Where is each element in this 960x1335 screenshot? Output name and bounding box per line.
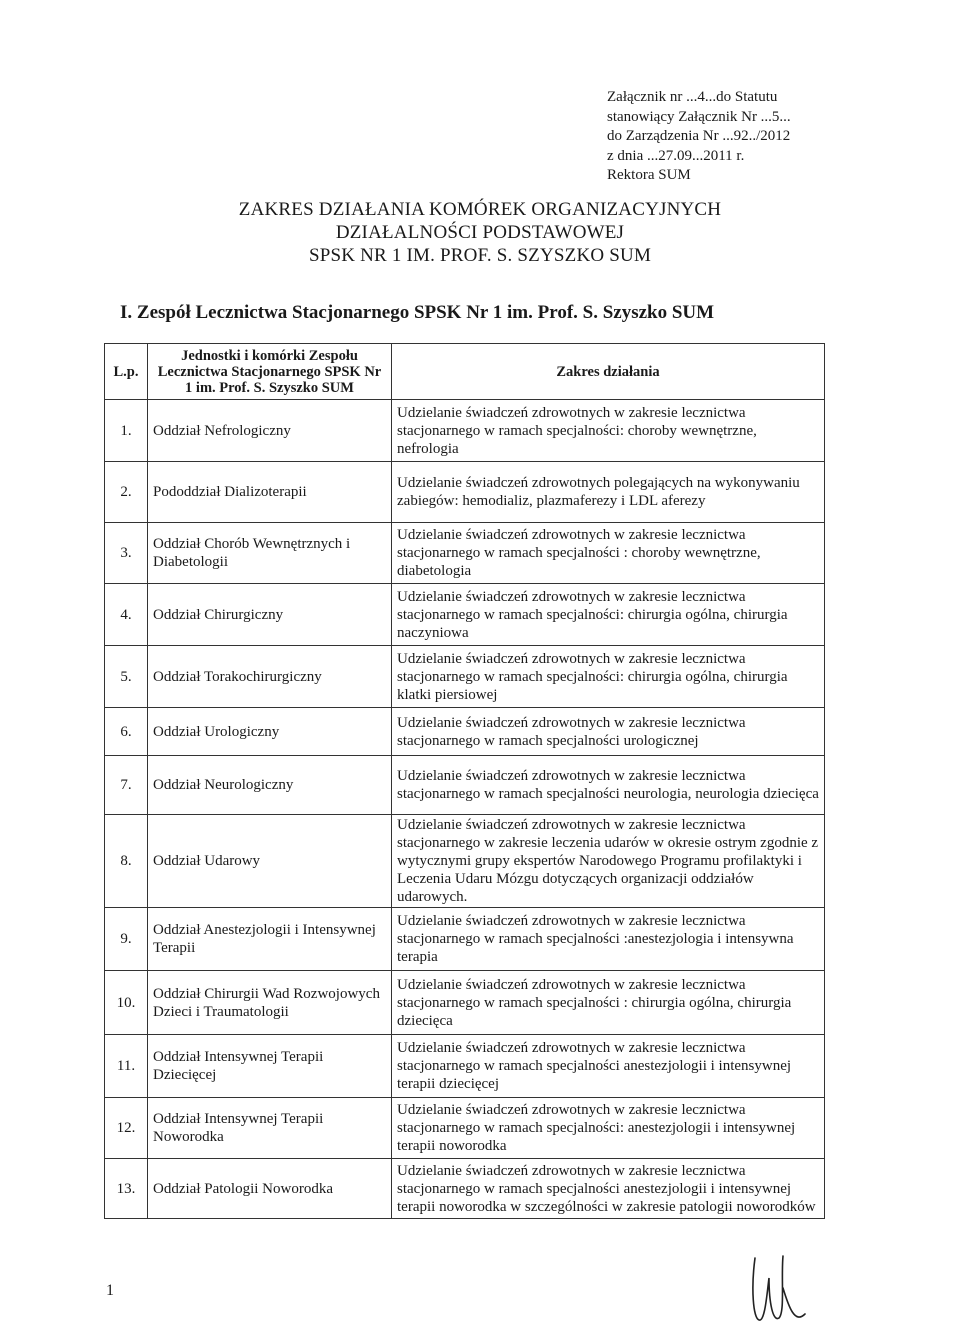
unit-scope: Udzielanie świadczeń zdrowotnych w zakresie lecznictwa stacjonarnego w ramach specjalności: chirurgia ogólna, chirurgia klatki piersiowej xyxy=(392,646,825,708)
row-number: 2. xyxy=(105,462,148,523)
table-row xyxy=(105,1159,825,1219)
header-lp: L.p. xyxy=(105,344,148,400)
unit-scope: Udzielanie świadczeń zdrowotnych w zakresie lecznictwa stacjonarnego w ramach specjalności urologicznej xyxy=(392,708,825,756)
unit-name: Oddział Intensywnej Terapii Noworodka xyxy=(148,1098,392,1159)
header-unit: Jednostki i komórki Zespołu Lecznictwa Stacjonarnego SPSK Nr 1 im. Prof. S. Szyszko SUM xyxy=(148,344,392,400)
annex-note xyxy=(607,88,867,186)
unit-name: Oddział Neurologiczny xyxy=(148,756,392,815)
unit-name: Oddział Torakochirurgiczny xyxy=(148,646,392,708)
table-row xyxy=(105,523,825,584)
row-number: 7. xyxy=(105,756,148,815)
unit-name: Oddział Anestezjologii i Intensywnej Terapii xyxy=(148,908,392,971)
unit-name: Oddział Intensywnej Terapii Dziecięcej xyxy=(148,1035,392,1098)
unit-name: Oddział Chirurgii Wad Rozwojowych Dzieci i Traumatologii xyxy=(148,971,392,1035)
annex-line-2: stanowiący Załącznik Nr ...5... xyxy=(607,108,791,125)
unit-scope: Udzielanie świadczeń zdrowotnych w zakresie lecznictwa stacjonarnego w ramach specjalności: chirurgia ogólna, chirurgia naczyniowa xyxy=(392,584,825,646)
unit-name: Oddział Urologiczny xyxy=(148,708,392,756)
annex-line-5: Rektora SUM xyxy=(607,167,691,183)
unit-name: Oddział Chorób Wewnętrznych i Diabetologii xyxy=(148,523,392,584)
table-row xyxy=(105,756,825,815)
row-number: 4. xyxy=(105,584,148,646)
unit-scope: Udzielanie świadczeń zdrowotnych w zakresie lecznictwa stacjonarnego w zakresie leczenia udarów w okresie ostrym zgodnie z wytycznymi grupy ekspertów Narodowego Programu profilaktyki i Leczenia Udaru Mózgu dotyczących organizacji oddziałów udarowych. xyxy=(392,815,825,908)
unit-scope: Udzielanie świadczeń zdrowotnych w zakresie lecznictwa stacjonarnego w ramach specjalności :anestezjologia i intensywna terapia xyxy=(392,908,825,971)
table-header-row xyxy=(105,344,825,400)
table-row xyxy=(105,646,825,708)
title-line-2: DZIAŁALNOŚCI PODSTAWOWEJ xyxy=(335,222,625,243)
unit-scope: Udzielanie świadczeń zdrowotnych w zakresie lecznictwa stacjonarnego w ramach specjalności anestezjologii i intensywnej terapii dziecięcej xyxy=(392,1035,825,1098)
unit-name: Oddział Patologii Noworodka xyxy=(148,1159,392,1219)
header-scope: Zakres działania xyxy=(392,344,825,400)
row-number: 12. xyxy=(105,1098,148,1159)
table-row xyxy=(105,400,825,462)
row-number: 13. xyxy=(105,1159,148,1219)
row-number: 8. xyxy=(105,815,148,908)
title-line-1: ZAKRES DZIAŁANIA KOMÓREK ORGANIZACYJNYCH xyxy=(238,199,722,220)
unit-scope: Udzielanie świadczeń zdrowotnych w zakresie lecznictwa stacjonarnego w ramach specjalności anestezjologii i intensywnej terapii noworodka w szczególności w zakresie patologii noworodków xyxy=(392,1159,825,1219)
title-line-3: SPSK NR 1 IM. PROF. S. SZYSZKO SUM xyxy=(308,245,652,266)
unit-name: Oddział Chirurgiczny xyxy=(148,584,392,646)
row-number: 3. xyxy=(105,523,148,584)
unit-name: Pododdział Dializoterapii xyxy=(148,462,392,523)
row-number: 5. xyxy=(105,646,148,708)
table-row xyxy=(105,908,825,971)
row-number: 9. xyxy=(105,908,148,971)
table-row xyxy=(105,815,825,908)
units-table xyxy=(104,343,825,1219)
row-number: 10. xyxy=(105,971,148,1035)
unit-scope: Udzielanie świadczeń zdrowotnych w zakresie lecznictwa stacjonarnego w ramach specjalności : chirurgia ogólna, chirurgia dziecięca xyxy=(392,971,825,1035)
table-row xyxy=(105,971,825,1035)
annex-line-4: z dnia ...27.09...2011 r. xyxy=(607,147,745,164)
document-title xyxy=(0,198,960,267)
signature-icon xyxy=(745,1248,815,1333)
page-number: 1 xyxy=(106,1282,114,1299)
table-row xyxy=(105,1098,825,1159)
section-heading: I. Zespół Lecznictwa Stacjonarnego SPSK Nr 1 im. Prof. S. Szyszko SUM xyxy=(120,302,715,323)
annex-line-1: Załącznik nr ...4...do Statutu xyxy=(607,89,778,105)
row-number: 11. xyxy=(105,1035,148,1098)
unit-name: Oddział Nefrologiczny xyxy=(148,400,392,462)
unit-scope: Udzielanie świadczeń zdrowotnych w zakresie lecznictwa stacjonarnego w ramach specjalności neurologia, neurologia dziecięca xyxy=(392,756,825,815)
unit-scope: Udzielanie świadczeń zdrowotnych w zakresie lecznictwa stacjonarnego w ramach specjalności: anestezjologii i intensywnej terapii noworodka xyxy=(392,1098,825,1159)
table-row xyxy=(105,708,825,756)
row-number: 6. xyxy=(105,708,148,756)
table-row xyxy=(105,462,825,523)
row-number: 1. xyxy=(105,400,148,462)
unit-scope: Udzielanie świadczeń zdrowotnych w zakresie lecznictwa stacjonarnego w ramach specjalności : choroby wewnętrzne, diabetologia xyxy=(392,523,825,584)
unit-scope: Udzielanie świadczeń zdrowotnych w zakresie lecznictwa stacjonarnego w ramach specjalności: choroby wewnętrzne, nefrologia xyxy=(392,400,825,462)
unit-scope: Udzielanie świadczeń zdrowotnych polegających na wykonywaniu zabiegów: hemodializ, plazmaferezy i LDL aferezy xyxy=(392,462,825,523)
table-row xyxy=(105,584,825,646)
unit-name: Oddział Udarowy xyxy=(148,815,392,908)
annex-line-3: do Zarządzenia Nr ...92../2012 xyxy=(607,128,791,144)
table-row xyxy=(105,1035,825,1098)
